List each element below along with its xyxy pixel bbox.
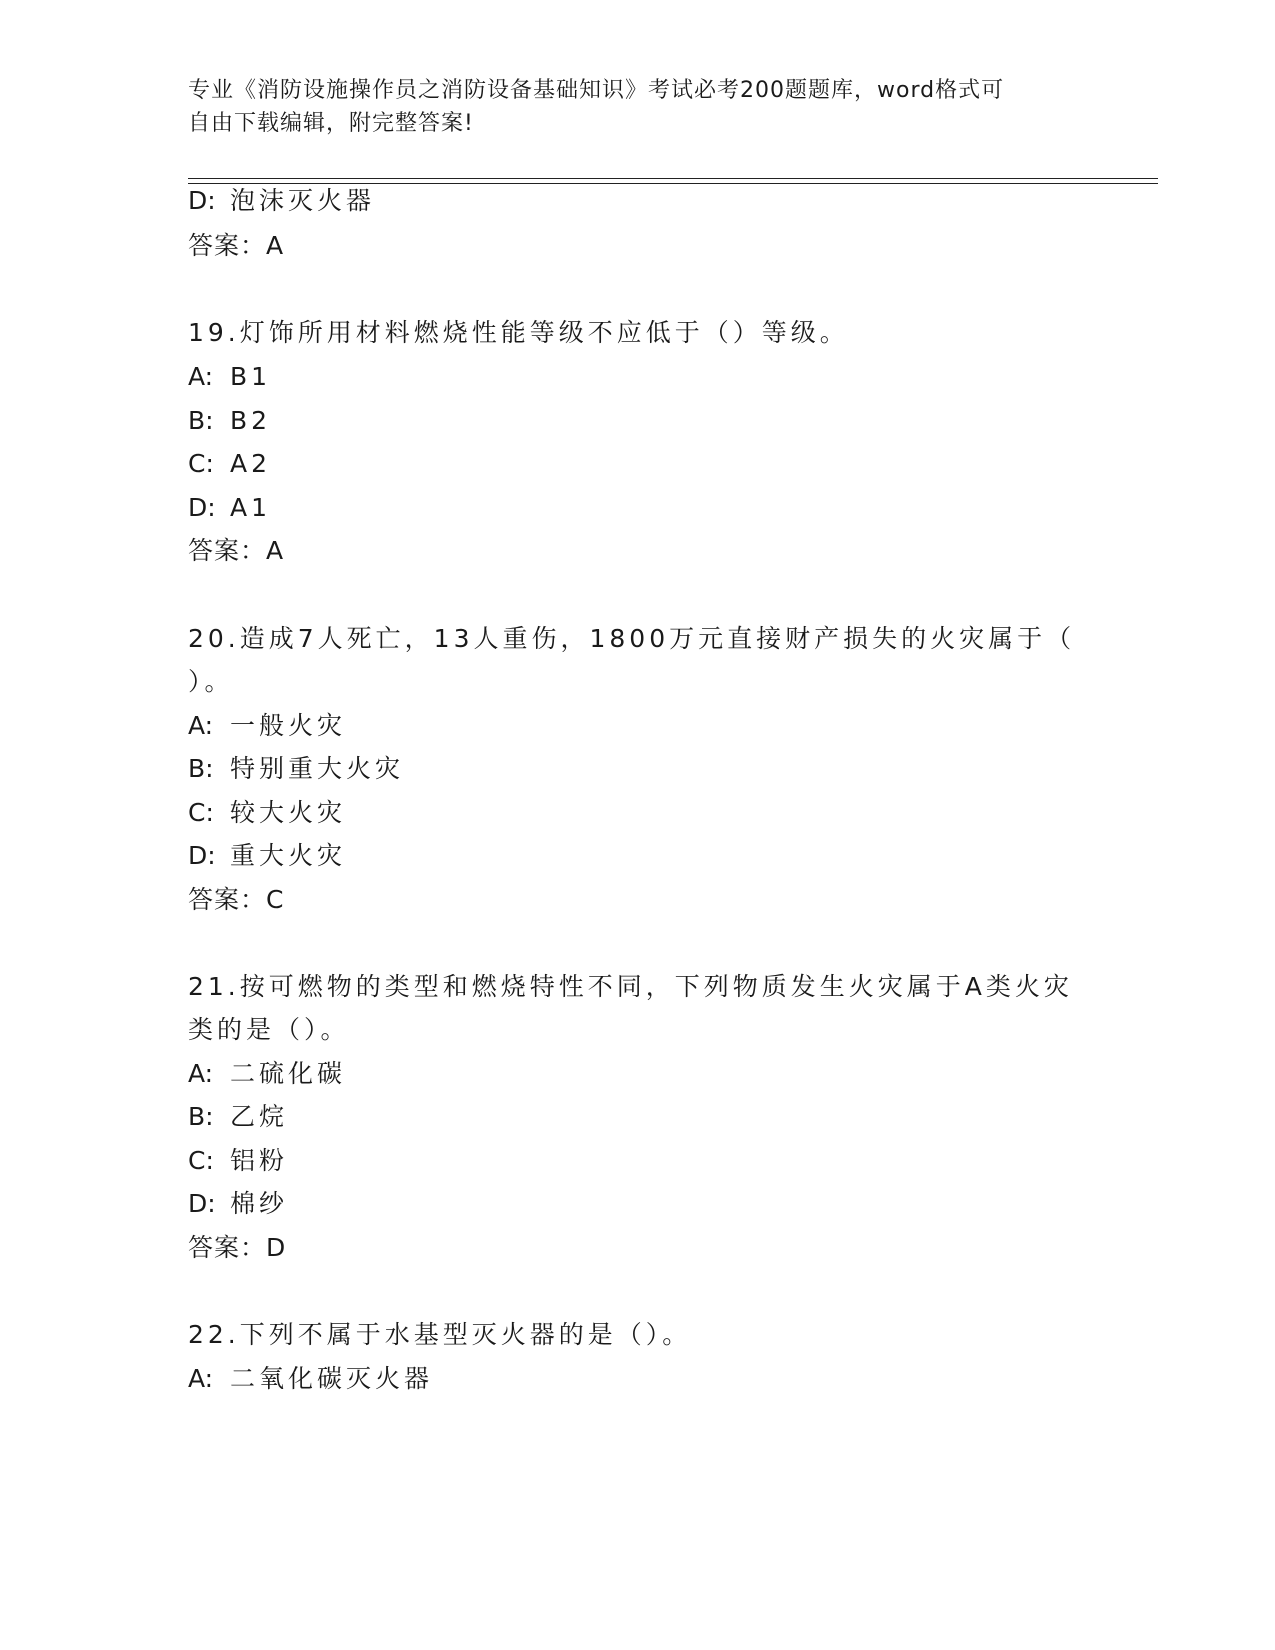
q22-option-a: A: 二氧化碳灭火器	[188, 1364, 434, 1393]
q22-stem: 22.下列不属于水基型灭火器的是（）。	[188, 1320, 692, 1349]
q20-stem-line-1: 20.造成7人死亡，13人重伤，1800万元直接财产损失的火灾属于（	[188, 624, 1076, 653]
q21-stem-line-2: 类的是（）。	[188, 1015, 350, 1044]
q21-stem-line-1: 21.按可燃物的类型和燃烧特性不同，下列物质发生火灾属于A类火灾	[188, 972, 1073, 1001]
prev-answer: 答案：A	[188, 231, 285, 260]
q20-option-a: A: 一般火灾	[188, 711, 347, 740]
header-title-line-1: 专业《消防设施操作员之消防设备基础知识》考试必考200题题库，word格式可	[188, 78, 1005, 103]
q20-stem-line-2: ）。	[188, 667, 234, 696]
q19-answer: 答案：A	[188, 536, 285, 565]
q20-option-c: C: 较大火灾	[188, 798, 347, 827]
prev-option-d: D: 泡沫灭火器	[188, 186, 376, 215]
q21-option-d: D: 棉纱	[188, 1189, 289, 1218]
q21-answer: 答案：D	[188, 1233, 287, 1262]
q20-option-b: B: 特别重大火灾	[188, 754, 405, 783]
q19-option-a: A: B1	[188, 362, 272, 391]
header-title-line-2: 自由下载编辑，附完整答案!	[188, 111, 474, 136]
q19-option-b: B: B2	[188, 406, 272, 435]
q20-answer: 答案：C	[188, 885, 285, 914]
q20-option-d: D: 重大火灾	[188, 841, 347, 870]
q21-option-c: C: 铝粉	[188, 1146, 289, 1175]
q19-stem: 19.灯饰所用材料燃烧性能等级不应低于（）等级。	[188, 318, 849, 347]
q21-option-a: A: 二硫化碳	[188, 1059, 347, 1088]
q21-option-b: B: 乙烷	[188, 1102, 289, 1131]
q19-option-c: C: A2	[188, 449, 272, 478]
document-header	[188, 74, 1068, 140]
q19-option-d: D: A1	[188, 493, 272, 522]
